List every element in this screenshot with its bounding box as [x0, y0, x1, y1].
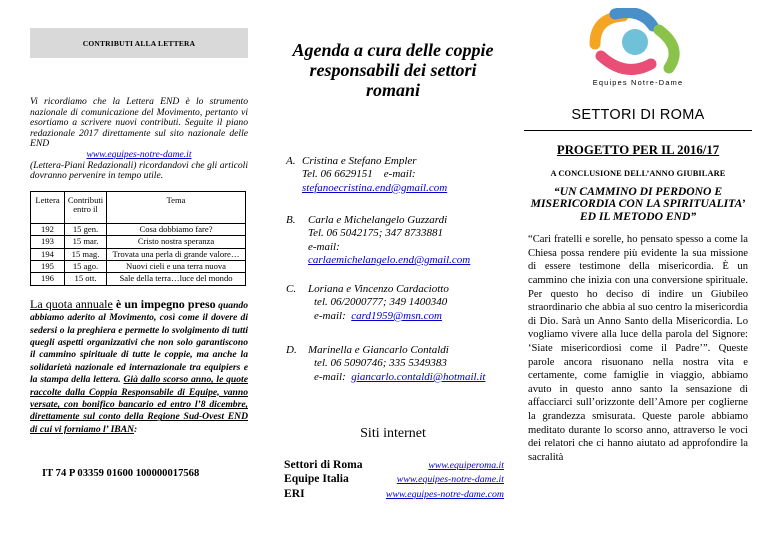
list-item [284, 487, 504, 501]
col-header-contributi: Contributi entro il [65, 191, 107, 223]
contact-a [286, 155, 447, 195]
list-item [284, 458, 504, 472]
contact-letter: C. [286, 283, 297, 295]
conclusione-subtitle: A CONCLUSIONE DELL’ANNO GIUBILARE [550, 169, 726, 178]
equipes-notre-dame-logo [573, 8, 703, 80]
site-link[interactable]: www.equipes-notre-dame.com [385, 488, 504, 500]
contact-letter: B. [286, 214, 296, 226]
contact-email-link[interactable]: giancarlo.contaldi@hotmail.it [351, 370, 486, 383]
contact-email-label: e-mail: [383, 168, 416, 181]
col-header-lettera: Lettera [31, 191, 65, 223]
intro-tail: (Lettera-Piani Redazionali) ricordandovi che gli articoli dovranno pervenire in tempo utile. [30, 159, 248, 182]
logo-text: Equipes Notre-Dame [592, 78, 684, 87]
contact-email-label: e-mail: [308, 240, 340, 253]
cammino-heading: “UN CAMMINO DI PERDONO E MISERICORDIA CON LA SPIRITUALITA’ ED IL METODO END” [530, 185, 746, 223]
contributi-column [30, 28, 248, 479]
site-name: ERI [284, 486, 305, 500]
intro-text: Vi ricordiamo che la Lettera END è lo strumento nazionale di comunicazione del Movimento, pertanto vi esortiamo a scrivere nuovi contributi. Seguite il piano redazionale 2017 direttamente sul sito nazionale delle END [30, 96, 248, 150]
contact-email-link[interactable]: carlaemichelangelo.end@gmail.com [308, 254, 471, 267]
cell-tema: Nuovi cieli e una terra nuova [107, 260, 246, 272]
intro-link[interactable]: www.equipes-notre-dame.it [86, 148, 192, 160]
contact-names: Marinella e Giancarlo Contaldi [308, 344, 449, 356]
siti-title: Siti internet [360, 426, 426, 441]
contact-email-label: e-mail: [314, 309, 346, 322]
quota-colon: : [134, 423, 138, 435]
cell-tema: Cosa dobbiamo fare? [107, 223, 246, 235]
contact-c [286, 283, 449, 323]
quota-lead-underlined: La quota annuale [30, 296, 113, 311]
cell-date: 15 ago. [65, 260, 107, 272]
table-row [31, 273, 246, 285]
quota-body: quando abbiamo aderito al Movimento, così come il dovere di sedersi o la preghiera e permette lo svolgimento di tutti quegli aspetti organizzativi che non solo garantiscono il cammino spirituale di tutte le coppie, ma anche la solidarietà nazionale ed internazionale tra equipiers e la stampa della lettera. [30, 299, 248, 386]
contact-names: Carla e Michelangelo Guzzardi [308, 214, 448, 226]
contact-email-label: e-mail: [314, 370, 346, 383]
col-header-tema: Tema [107, 191, 246, 223]
cell-lettera: 192 [31, 223, 65, 235]
site-name: Equipe Italia [284, 472, 349, 486]
contact-phone: Tel. 06 5042175; 347 8733881 [308, 227, 443, 240]
contact-email-link[interactable]: stefanoecristina.end@gmail.com [302, 181, 448, 194]
cell-lettera: 196 [31, 273, 65, 285]
contact-email-link[interactable]: card1959@msn.com [351, 309, 442, 322]
settori-title: SETTORI DI ROMA [571, 107, 705, 123]
agenda-title: Agenda a cura delle coppie responsabili dei settori romani [292, 40, 494, 100]
iban-code: IT 74 P 03359 01600 100000017568 [42, 468, 200, 480]
cell-date: 15 ott. [65, 273, 107, 285]
agenda-column [284, 28, 504, 500]
quota-lead-tail: è un impegno preso [115, 296, 216, 311]
contact-names: Cristina e Stefano Empler [302, 155, 417, 167]
table-header-row [31, 191, 246, 223]
contributi-table [30, 191, 246, 286]
site-link[interactable]: www.equiperoma.it [428, 460, 504, 471]
logo-arc-right [659, 30, 674, 68]
cover-column [528, 8, 748, 464]
list-item [284, 472, 504, 486]
cell-date: 15 gen. [65, 223, 107, 235]
cell-date: 15 mag. [65, 248, 107, 260]
cell-lettera: 195 [31, 260, 65, 272]
site-name: Settori di Roma [284, 458, 363, 471]
contact-phone: Tel. 06 6629151 [302, 168, 373, 181]
logo-center [622, 29, 648, 55]
table-row [31, 248, 246, 260]
contact-d [286, 344, 485, 384]
cover-body-text: “Cari fratelli e sorelle, ho pensato spesso a come la Chiesa possa rendere più evidente la sua missione di essere testimone della misericordia. È un cammino che inizia con una conversione spirituale. Per questo ho deciso di indire un Giubileo straordinario che abbia al suo centro la misericordia di Dio. Sarà un Anno Santo della Misericordia. Lo vogliamo vivere alla luce della parola del Signore: ‘Siate misericordiosi come il Padre’”. Queste parole ancora risuonano nella nostra vita e certamente, come famiglie in viaggio, abbiamo avuto in questo anno santo la sensazione di affacciarci sull’orizzonte dell’Amore per coglierne la grandezza smisurata. Queste parole abbiamo meditato durante lo scorso anno, attraverso le voci dei relatori che ci hanno aiutato ad approfondire la sacralità [528, 234, 748, 463]
cell-lettera: 193 [31, 236, 65, 248]
contact-phone: tel. 06 5090746; 335 5349383 [314, 357, 447, 370]
quota-underline: Già dallo scorso anno, le quote raccolte dalla Coppia Responsabile di Equipe, vanno versate, con bonifico bancario ed entro l’8 dicembre, direttamente sul conto della Regione Sud-Ovest END di cui vi forniamo l’ IBAN [30, 374, 248, 435]
contact-names: Loriana e Vincenzo Cardaciotto [308, 283, 449, 295]
divider [524, 130, 752, 131]
logo-arc-bottom [601, 56, 651, 69]
table-row [31, 260, 246, 272]
contact-letter: A. [286, 155, 296, 167]
progetto-title: PROGETTO PER IL 2016/17 [556, 143, 720, 157]
cell-lettera: 194 [31, 248, 65, 260]
site-link[interactable]: www.equipes-notre-dame.it [396, 474, 504, 486]
quota-paragraph [30, 298, 248, 436]
cell-date: 15 mar. [65, 236, 107, 248]
cell-tema: Sale della terra…luce del mondo [107, 273, 246, 285]
table-row [31, 223, 246, 235]
cell-tema: Cristo nostra speranza [107, 236, 246, 248]
cell-tema: Trovata una perla di grande valore… [107, 248, 246, 260]
contact-letter: D. [286, 344, 297, 356]
table-row [31, 236, 246, 248]
contact-phone: tel. 06/2000777; 349 1400340 [314, 296, 448, 309]
siti-list [284, 458, 504, 501]
contact-b [286, 214, 470, 268]
contributi-intro [30, 97, 248, 182]
contributi-header: CONTRIBUTI ALLA LETTERA [30, 28, 248, 58]
logo-arc-left [595, 16, 623, 44]
quota-lead [30, 297, 216, 311]
